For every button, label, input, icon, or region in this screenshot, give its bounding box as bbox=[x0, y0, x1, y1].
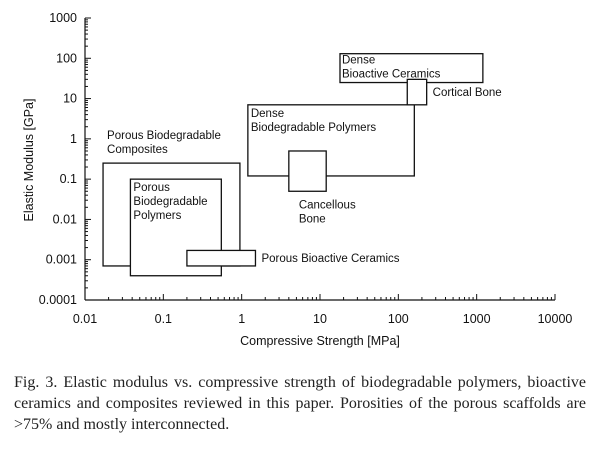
region-label-porous-biodegradable-composites: Porous Biodegradable bbox=[107, 130, 221, 143]
region-label-porous-bioactive-ceramics: Porous Bioactive Ceramics bbox=[261, 253, 400, 266]
y-axis-title: Elastic Modulus [GPa] bbox=[22, 98, 36, 222]
x-tick-label: 100 bbox=[387, 312, 409, 326]
x-tick-label: 10 bbox=[313, 312, 327, 326]
region-label-porous-biodegradable-polymers: Polymers bbox=[133, 210, 182, 223]
region-label-dense-biodegradable-polymers: Biodegradable Polymers bbox=[250, 121, 377, 134]
region-label-porous-biodegradable-composites: Composites bbox=[107, 144, 168, 157]
x-tick-label: 1 bbox=[238, 312, 246, 326]
y-tick-label: 1 bbox=[70, 131, 77, 146]
region-porous-bioactive-ceramics bbox=[187, 250, 256, 266]
x-tick-label: 0.01 bbox=[72, 312, 98, 326]
y-tick-labels bbox=[39, 11, 77, 307]
region-label-dense-bioactive-ceramics: Dense bbox=[341, 54, 376, 67]
x-tick-label: 0.1 bbox=[154, 312, 173, 326]
y-tick-label: 100 bbox=[56, 51, 77, 66]
x-tick-labels bbox=[73, 312, 573, 326]
region-label-cancellous-bone: Bone bbox=[298, 213, 326, 226]
y-tick-label: 0.1 bbox=[59, 172, 77, 187]
figure-caption: Fig. 3. Elastic modulus vs. compressive strength of biodegradable polymers, bioactive ceramics and composites reviewed in this paper. Porosities of the porous scaffolds are >75% and mostly interconnected. bbox=[14, 374, 586, 433]
region-label-porous-biodegradable-polymers: Porous bbox=[133, 182, 170, 195]
x-axis-title: Compressive Strength [MPa] bbox=[240, 334, 400, 348]
y-tick-label: 10 bbox=[63, 91, 77, 106]
region-label-cortical-bone: Cortical Bone bbox=[432, 87, 502, 100]
y-tick-label: 0.01 bbox=[52, 212, 77, 227]
region-label-dense-bioactive-ceramics: Bioactive Ceramics bbox=[341, 68, 441, 81]
x-tick-label: 1000 bbox=[462, 312, 491, 326]
regions bbox=[103, 54, 483, 276]
y-tick-label: 0.0001 bbox=[38, 293, 77, 307]
x-tick-label: 10000 bbox=[537, 312, 573, 326]
region-label-porous-biodegradable-polymers: Biodegradable bbox=[133, 196, 208, 209]
y-tick-label: 1000 bbox=[49, 11, 77, 25]
y-tick-label: 0.001 bbox=[45, 252, 77, 267]
region-cortical-bone bbox=[407, 79, 426, 104]
region-label-cancellous-bone: Cancellous bbox=[298, 199, 356, 212]
region-cancellous-bone bbox=[289, 151, 326, 191]
region-label-dense-biodegradable-polymers: Dense bbox=[250, 107, 285, 120]
